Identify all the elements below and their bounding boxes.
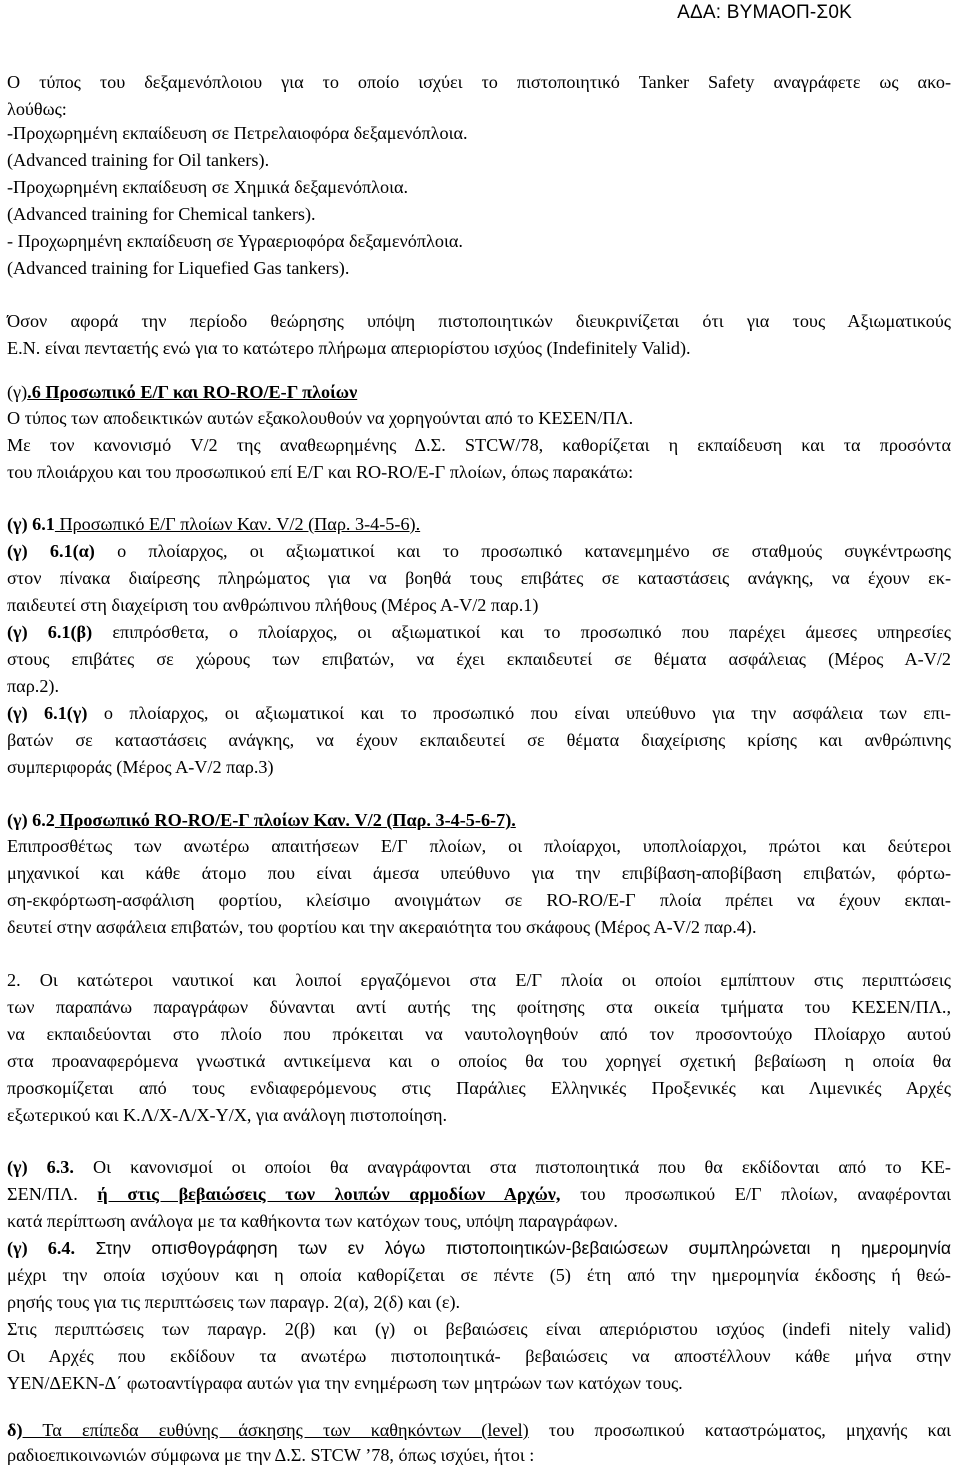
- paragraph-line: - Προχωρημένη εκπαίδευση σε Υγραεριοφόρα δεξαμενόπλοια.: [7, 231, 463, 251]
- paragraph-line: (γ) 6.1(β) επιπρόσθετα, ο πλοίαρχος, οι αξιωματικοί και το προσωπικό που παρέχει άμεσες υπηρεσίες: [7, 622, 951, 642]
- paragraph-line: προσκομίζεται από τους ενδιαφερόμενους στις Παράλιες Ελληνικές Προξενικές και Λιμενικές Αρχές: [7, 1078, 951, 1098]
- paragraph-line: μηχανικοί και κάθε άτομο που είναι άμεσα υπεύθυνο για την επιβίβαση-αποβίβαση επιβατών, φόρτω-: [7, 863, 951, 883]
- paragraph-line: (Advanced training for Chemical tankers).: [7, 204, 316, 224]
- paragraph-line: κατά περίπτωση ανάλογα με τα καθήκοντα των κατόχων τους, υπόψη παραγράφων.: [7, 1211, 618, 1231]
- paragraph-line: δ) Τα επίπεδα ευθύνης άσκησης των καθηκόντων (level) του προσωπικού καταστρώματος, μηχανής και: [7, 1420, 951, 1440]
- paragraph-line: βατών σε καταστάσεις ανάγκης, να έχουν εκπαιδευτεί σε θέματα διαχείρισης κρίσης και ανθρώπινης: [7, 730, 951, 750]
- paragraph-line: ραδιοεπικοινωνιών σύμφωνα με την Δ.Σ. STCW ’78, όπως ισχύει, ήτοι :: [7, 1445, 535, 1465]
- item-number: (γ) 6.3.: [7, 1157, 74, 1177]
- paragraph-line: Οι Αρχές που εκδίδουν τα ανωτέρω πιστοποιητικά- βεβαιώσεις να αποστέλλουν κάθε μήνα στην: [7, 1346, 951, 1366]
- paragraph-line: στους επιβάτες σε χώρους των επιβατών, να έχει εκπαιδευτεί σε θέματα ασφάλειας (Μέρος Α-V/2: [7, 649, 951, 669]
- emphasis-text: ή στις βεβαιώσεις των λοιπών αρμοδίων Αρχών,: [97, 1184, 561, 1204]
- item-letter: δ): [7, 1420, 23, 1440]
- paragraph-line: μέχρι την οποία ισχύουν και η οποία καθορίζεται σε πέντε (5) έτη από την ημερομηνία έκδοσης ή θεώ-: [7, 1265, 951, 1285]
- item-number: (γ) 6.1(α): [7, 541, 95, 561]
- paragraph-line: Ο τύπος των αποδεικτικών αυτών εξακολουθούν να χορηγούνται από το ΚΕΣΕΝ/ΠΛ.: [7, 408, 634, 428]
- paragraph-line: παρ.2).: [7, 676, 60, 696]
- paragraph-line: δευτεί στην ασφάλεια επιβατών, του φορτίου και την ακεραιότητα του σκάφους (Μέρος Α-V/2 παρ.4).: [7, 917, 757, 937]
- subsection-number: (γ) 6.1: [7, 514, 55, 534]
- paragraph-line: στα προαναφερόμενα γνωστικά αντικείμενα και ο οποίος θα του χορηγεί σχετική βεβαίωση η οποία θα: [7, 1051, 951, 1071]
- paragraph-line: (Advanced training for Oil tankers).: [7, 150, 270, 170]
- paragraph-line: να εκπαιδεύονται στο πλοίο που πρόκειται να ναυτολογηθούν από τον προσοντούχο Πλοίαρχο αυτού: [7, 1024, 951, 1044]
- paragraph-line: συμπεριφοράς (Μέρος Α-V/2 παρ.3): [7, 757, 274, 777]
- paragraph-line: (Advanced training for Liquefied Gas tankers).: [7, 258, 350, 278]
- subsection-number: (γ) 6.2: [7, 810, 55, 830]
- document-ada-code: ΑΔΑ: ΒΥΜΑΟΠ-Σ0Κ: [677, 2, 852, 23]
- paragraph-line: εξωτερικού και Κ.Λ/Χ-Λ/Χ-Υ/Χ, για ανάλογη πιστοποίηση.: [7, 1105, 448, 1125]
- section-prefix: (γ): [7, 382, 28, 402]
- paragraph-line: (γ) 6.4. Στην οπισθογράφηση των εν λόγω πιστοποιητικών-βεβαιώσεων συμπληρώνεται η ημερομηνία: [7, 1238, 951, 1258]
- paragraph-line: Ε.Ν. είναι πενταετής ενώ για το κατώτερο πλήρωμα απεριορίστου ισχύος (Indefinitely Valid).: [7, 338, 691, 358]
- paragraph-line: (γ) 6.3. Οι κανονισμοί οι οποίοι θα αναγράφονται στα πιστοποιητικά που θα εκδίδονται από το ΚΕ-: [7, 1157, 951, 1177]
- paragraph-line: Στις περιπτώσεις των παραγρ. 2(β) και (γ) οι βεβαιώσεις είναι απεριόριστου ισχύος (indefi nitely valid): [7, 1319, 951, 1339]
- paragraph-line: ση-εκφόρτωση-ασφάλιση φορτίου, κλείσιμο ανοιγμάτων σε RO-RO/E-Γ πλοία πρέπει να έχουν εκπαι-: [7, 890, 951, 910]
- paragraph-line: παιδευτεί στη διαχείριση του ανθρώπινου πλήθους (Μέρος Α-V/2 παρ.1): [7, 595, 539, 615]
- section-heading-6: [7, 380, 951, 404]
- item-number: (γ) 6.1(β): [7, 622, 93, 642]
- subsection-title: Προσωπικό Ε/Γ πλοίων Καν. V/2 (Παρ. 3-4-5-6).: [54, 514, 421, 534]
- paragraph-line: (γ) 6.1(α) ο πλοίαρχος, οι αξιωματικοί και το προσωπικό κατανεμημένο σε σταθμούς συγκέντρωσης: [7, 541, 952, 561]
- subsection-title: Προσωπικό RO-RO/Ε-Γ πλοίων Καν. V/2 (Παρ. 3-4-5-6-7).: [54, 810, 516, 830]
- paragraph-line: Επιπροσθέτως των ανωτέρω απαιτήσεων Ε/Γ πλοίων, οι πλοίαρχοι, υποπλοίαρχοι, πρώτοι και δεύτεροι: [7, 836, 951, 856]
- subsection-heading-6-2: [7, 808, 951, 832]
- item-number: (γ) 6.4.: [7, 1238, 76, 1258]
- paragraph-line: ΥΕΝ/ΔΕΚΝ-Δ΄ φωτοαντίγραφα αυτών για την ενημέρωση των μητρώων των κατόχων τους.: [7, 1373, 683, 1393]
- paragraph-line: λούθως:: [7, 99, 67, 119]
- paragraph-line: Ο τύπος του δεξαμενόπλοιου για το οποίο ισχύει το πιστοποιητικό Tanker Safety αναγράφετε ως ακο-: [7, 72, 951, 92]
- paragraph-line: (γ) 6.1(γ) ο πλοίαρχος, οι αξιωματικοί και το προσωπικό που είναι υπεύθυνο για την ασφάλεια των επι-: [7, 703, 951, 723]
- paragraph-line: ρησής τους για τις περιπτώσεις των παραγρ. 2(α), 2(δ) και (ε).: [7, 1292, 461, 1312]
- item-number: (γ) 6.1(γ): [7, 703, 88, 723]
- paragraph-line: -Προχωρημένη εκπαίδευση σε Χημικά δεξαμενόπλοια.: [7, 177, 409, 197]
- emphasis-text: Τα επίπεδα ευθύνης άσκησης των καθηκόντων (level): [22, 1420, 529, 1440]
- paragraph-line: 2. Οι κατώτεροι ναυτικοί και λοιποί εργαζόμενοι στα Ε/Γ πλοία οι οποίοι εμπίπτουν στις περιπτώσεις: [7, 970, 951, 990]
- section-title: .6 Προσωπικό Ε/Γ και RO-RO/E-Γ πλοίων: [27, 382, 358, 402]
- paragraph-line: ΣΕΝ/ΠΛ. ή στις βεβαιώσεις των λοιπών αρμοδίων Αρχών, του προσωπικού Ε/Γ πλοίων, αναφέρονται: [7, 1184, 952, 1204]
- paragraph-line: στον πίνακα διαίρεσης πληρώματος για να βοηθά τους επιβάτες σε καταστάσεις ανάγκης, να έχουν εκ-: [7, 568, 951, 588]
- paragraph-line: -Προχωρημένη εκπαίδευση σε Πετρελαιοφόρα δεξαμενόπλοια.: [7, 123, 468, 143]
- paragraph-line: του πλοιάρχου και του προσωπικού επί Ε/Γ και RO-RO/E-Γ πλοίων, όπως παρακάτω:: [7, 462, 634, 482]
- paragraph-line: των παραπάνω παραγράφων δύνανται αντί αυτής της φοίτησης στα οικεία τμήματα του ΚΕΣΕΝ/ΠΛ.,: [7, 997, 951, 1017]
- subsection-heading-6-1: [7, 512, 951, 536]
- paragraph-line: Με τον κανονισμό V/2 της αναθεωρημένης Δ.Σ. STCW/78, καθορίζεται η εκπαίδευση και τα προσόντα: [7, 435, 951, 455]
- paragraph-line: Όσον αφορά την περίοδο θεώρησης υπόψη πιστοποιητικών διευκρινίζεται ότι για τους Αξιωματικούς: [7, 311, 951, 331]
